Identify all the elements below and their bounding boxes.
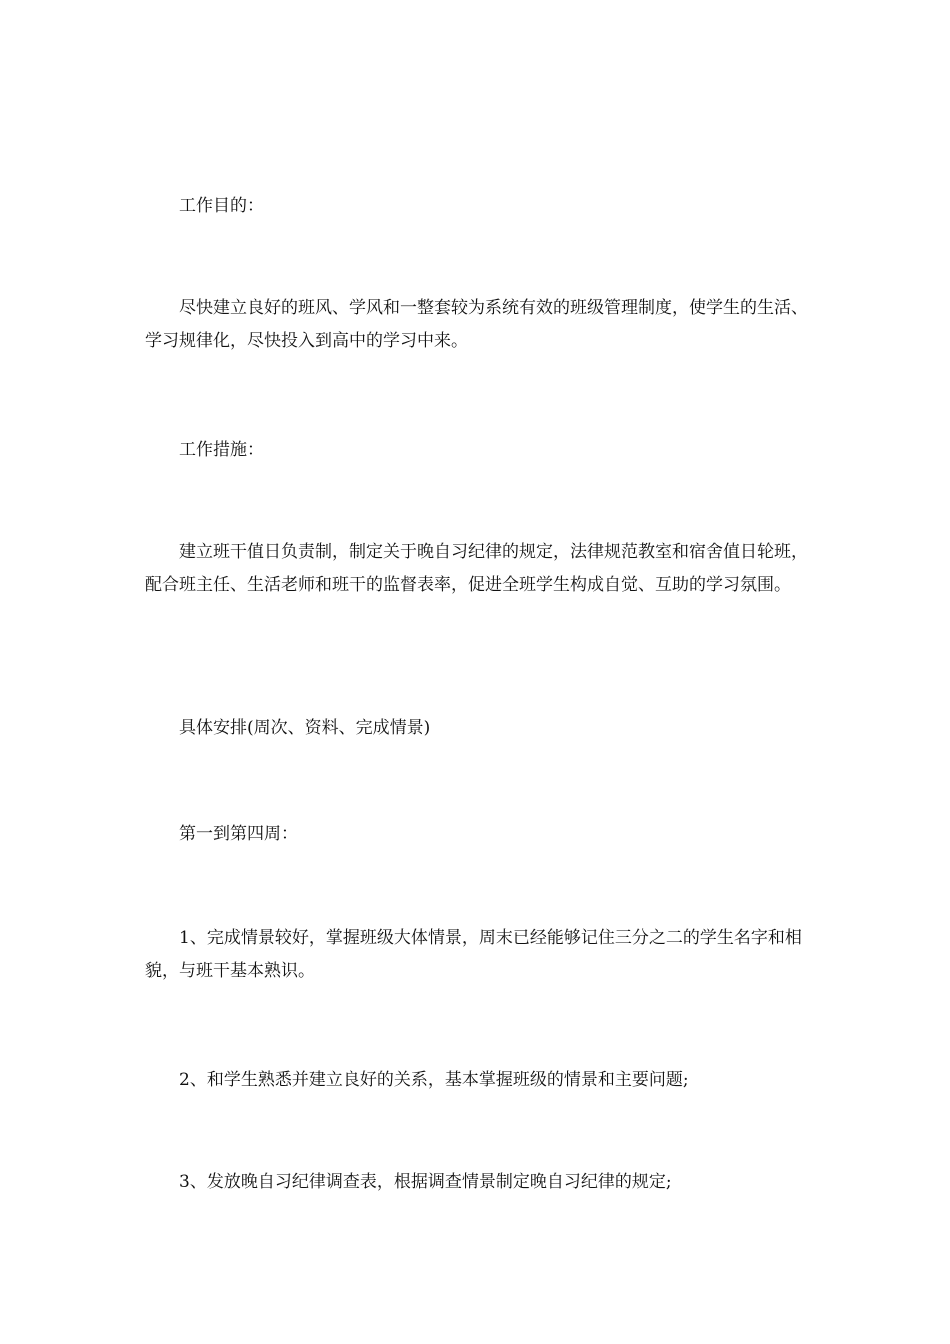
heading-weeks-1-4: 第一到第四周：	[179, 824, 298, 844]
list-item-3: 3、发放晚自习纪律调查表，根据调查情景制定晚自习纪律的规定;	[179, 1172, 672, 1192]
paragraph-work-measures: 建立班干值日负责制，制定关于晚自习纪律的规定，法律规范教室和宿舍值日轮班，配合班主任、生活老师和班干的监督表率，促进全班学生构成自觉、互助的学习氛围。	[145, 542, 808, 595]
heading-work-measures: 工作措施：	[179, 440, 264, 460]
list-item-2: 2、和学生熟悉并建立良好的关系，基本掌握班级的情景和主要问题;	[179, 1070, 689, 1090]
heading-work-purpose: 工作目的：	[179, 196, 264, 216]
heading-schedule: 具体安排(周次、资料、完成情景)	[179, 718, 431, 738]
list-item-1: 1、完成情景较好，掌握班级大体情景，周末已经能够记住三分之二的学生名字和相貌，与班干基本熟识。	[145, 928, 802, 981]
paragraph-work-purpose: 尽快建立良好的班风、学风和一整套较为系统有效的班级管理制度，使学生的生活、学习规律化，尽快投入到高中的学习中来。	[145, 298, 808, 351]
